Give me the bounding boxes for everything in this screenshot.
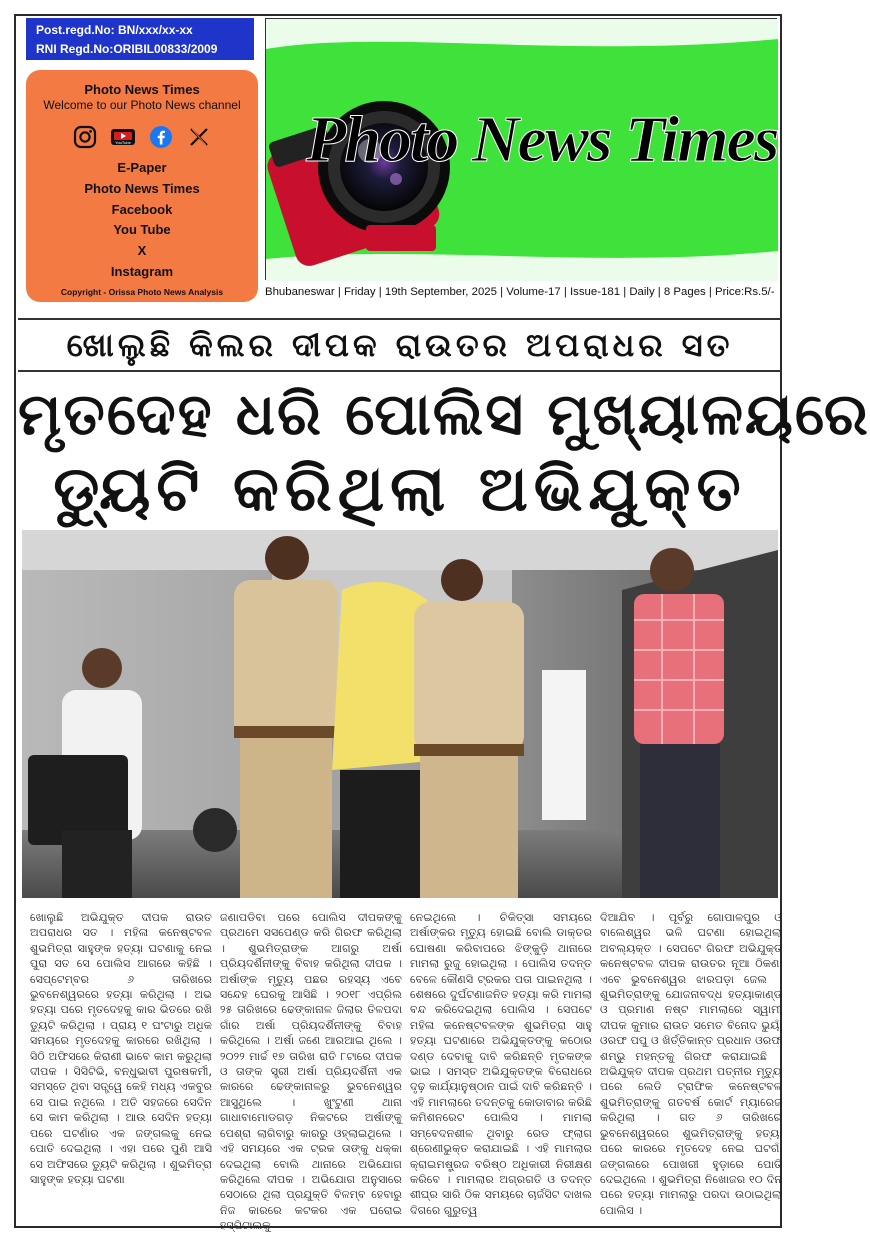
link-instagram[interactable]: Instagram	[110, 263, 174, 279]
masthead-title: Photo News Times	[306, 103, 778, 176]
social-icons	[26, 122, 258, 152]
x-icon[interactable]	[187, 125, 211, 149]
registration-box	[26, 18, 254, 60]
facebook-icon[interactable]	[149, 125, 173, 149]
link-x[interactable]: X	[137, 243, 147, 259]
kicker-headline: ଖୋଲୁଛି କିଲର ଦୀପକ ରାଉତର ଅପରାଧର ସତ	[66, 326, 734, 364]
article-column-4: ଦିଆଯିବ । ପୂର୍ବରୁ ଗୋପାଳପୁର ଓ ବାଲେଶ୍ୱର ଭଳି ଘଟଣା ହୋଇଥିଲା ଅବଲ୍ୟକ୍ତ । ସେପଟେ ଗିରଫ ଅଭିଯୁକ୍ତ କନେଷ୍ଟବଳ ଦୀପକ ରାଉତର ନୂଆ ଠିକଣା ଏବେ ଭୁବନେଶ୍ୱର ଝାରପଡ଼ା ଜେଲ । ଶୁଭମିତ୍ରାଙ୍କୁ ଯୋଜନାବଦ୍ଧ ହତ୍ୟାକାଣ୍ଡ ଓ ପ୍ରମାଣ ନଷ୍ଟ ମାମଲାରେ ସ୍ୱାମୀ ଦୀପକ କୁମାର ରାଉତ ସମେତ ବିନୋଦ ଭୁୟାଁ ଓରଫ ପପୁ ଓ ଖିର୍ତ୍ତିକାନ୍ତ ପ୍ରଧାନ ଓରଫ ଶମ୍ଭୁ ମହନ୍ତକୁ ଗିରଫ କରାଯାଇଛି । ଅଭିଯୁକ୍ତ ଦୀପକ ପ୍ରଥମ ପତ୍ନୀର ମୃତ୍ୟୁ ପରେ ଲେଡି ଟ୍ରାଫିକ କନେଷ୍ଟବଳ ଶୁଭମିତ୍ରାଙ୍କୁ ଗତବର୍ଷ କୋର୍ଟ ମ୍ୟାରେଜ କରିଥିଲା । ଗତ ୬ ତାରିଖରେ ଭୁବନେଶ୍ୱରରେ ଶୁଭମିତ୍ରାଙ୍କୁ ହତ୍ୟା ପରେ କାରରେ ମୃତଦେହ ନେଇ ଘଟଗାଁ ଜଙ୍ଗଲରେ ପୋଖରୀ ହୁଡ଼ାରେ ପୋତି ଦେଇଥିଲେ । ଶୁଭମିତ୍ରା ନିଖୋଜର ୧୦ ଦିନ ପରେ ହତ୍ୟା ମାମଲାରୁ ପରଦା ଉଠାଇଥିଲା ପୋଲିସ ।	[600, 911, 782, 1217]
instagram-icon[interactable]	[73, 125, 97, 149]
rni-regd-number: RNI Regd.No:ORIBIL00833/2009	[36, 42, 218, 56]
youtube-icon-label: YouTube	[115, 140, 131, 145]
channel-welcome: Welcome to our Photo News channel	[43, 98, 241, 112]
dateline: Bhubaneswar | Friday | 19th September, 2025 | Volume-17 | Issue-181 | Daily | 8 Pages | Price:Rs.5/-	[265, 286, 775, 298]
post-regd-number: Post.regd.No: BN/xxx/xx-xx	[36, 23, 193, 37]
article-column-1: ଖୋଲୁଛି ଅଭିଯୁକ୍ତ ଦୀପକ ରାଉତ ଅପରାଧର ସତ । ମହିଳା କନେଷ୍ଟବଳ ଶୁଭମିତ୍ରା ସାହୁଙ୍କ ହତ୍ୟା ଘଟଣାକୁ ନେଇ ପୁରା ସତ ସେ ପୋଲିସ ଆଗରେ କହିଛି । ସେପ୍ଟେମ୍ବର ୬ ତାରିଖରେ ଭୁବନେଶ୍ୱରରେ ହତ୍ୟା କରିଥିଲା । ଅଭ ହତ୍ୟା ପରେ ମୃତଦେହକୁ କାର ଭିତରେ ରଖି ଡ୍ୟୁଟି କରିଥିଲା । ପ୍ରାୟ ୧ ଘଂଟାରୁ ଅଧିକ ସମୟରେ ମୃତଦେହକୁ କାରରେ ରଖିଥିଲା । ସିଠି ଅଫିସରେ କିରାଣୀ ଭାବେ କାମ କରୁଥିଲା ଦୀପକ । ସିସିଟିଭି, ବନ୍ଧୁଭାବୀ ପୁରଷକର୍ମୀ, ସମସ୍ତେ ଥିବା ସତ୍ତ୍ୱେ କେହି ମଧ୍ୟ ଏକବୁର ସେ ପାଇ ନଥିଲେ । ଅତି ସହଜରେ ସେଦିନ ସେ କାମ କରିଥିଲା । ଆଉ ସେଦିନ ହତ୍ୟା ପରେ ଘଟଣାଁର ଏକ ଜଙ୍ଗଲକୁ ନେଇ ପୋତି ଦେଇଥିଲା । ଏହା ପରେ ପୁଣି ଆସି ସେ ଅଫିସରେ ଡ୍ୟୁଟି କରିଥିଲା । ଶୁଭମିତ୍ରା ସାହୁଙ୍କ ହତ୍ୟା ଘଟଣା	[30, 911, 212, 1186]
link-facebook[interactable]: Facebook	[111, 201, 173, 217]
link-epaper[interactable]: E-Paper	[117, 160, 167, 175]
channel-links	[26, 158, 258, 283]
channel-info-box	[26, 70, 258, 302]
article-column-3: ନେଇଥିଲେ । ଚିକିତ୍ସା ସମୟରେ ଅର୍ଷାଙ୍କର ମୃତ୍ୟୁ ହୋଇଛି ବୋଲି ଡାକ୍ତର ଘୋଷଣା କରିବାପରେ ଝିଙ୍କୁଡ଼ି ଥାନାରେ ମାମଲା ରୁଜୁ ହୋଇଥିଲା । ପୋଲିସ ତଦନ୍ତ ବେଳେ କୌଣସି ଟ୍ରକର ପତା ପାଇନଥିଲା । ଶେଷରେ ଦୁର୍ଘଟଣାଜନିତ ହତ୍ୟା କରି ମାମଲା ବନ୍ଦ କରିଦେଇଥିଲା ପୋଲିସ । ସେପଟେ ମହିଳା କନେଷ୍ଟବଳଙ୍କ ଶୁଭମିତ୍ରା ସାହୁ ହତ୍ୟା ଘଟଣାରେ ଅଭିଯୁକ୍ତଙ୍କୁ କଠୋର ଦଣ୍ଡ ଦେବାକୁ ଦାବି କରିଛନ୍ତି ମୃତକଙ୍କ ଭାଇ । ସମସ୍ତ ଅଭିଯୁକ୍ତଙ୍କ ବିରୋଧରେ ଦୃଢ଼ କାର୍ଯ୍ୟାନୁଷ୍ଠାନ ପାଇଁ ଦାବି କରିଛନ୍ତି । ଏହି ମାମଲାରେ ତଦନ୍ତକୁ କୋଡାବାର କରିଛି କମିଶନରେଟ ପୋଲିସ । ମାମଲା ସମ୍ବେଦନଶୀଳ ଥିବାରୁ ରେଡ ଫ୍ଲାଗ ଶ୍ରେଣୀଭୁକ୍ତ କରାଯାଇଛି । ଏହି ମାମଲାର କ୍ରାଇମଷ୍ଟ୍ରଜ ବରିଷ୍ଠ ଅଧିକାରୀ ନିରୀକ୍ଷଣ କରିବେ । ମାମଲାର ଅଗ୍ରଗତି ଓ ତଦନ୍ତ ଶୀଘ୍ର ସାରି ଠିକ ସମୟରେ ଚାର୍ଜସିଟ ଦାଖଲ ଦିଗରେ ଗୁରୁତ୍ୱ	[410, 911, 592, 1217]
headline-line-2: ଡ୍ୟୁଟି କରିଥିଲା ଅଭିଯୁକ୍ତ	[53, 452, 747, 525]
link-photo-news-times[interactable]: Photo News Times	[84, 180, 200, 196]
divider-top	[18, 318, 782, 320]
link-youtube[interactable]: You Tube	[113, 222, 171, 238]
copyright-text: Copyright - Orissa Photo News Analysis	[60, 286, 224, 297]
youtube-icon[interactable]	[111, 125, 135, 149]
divider-bottom	[18, 370, 782, 372]
news-photo-art	[22, 530, 778, 898]
masthead-art	[266, 19, 778, 281]
article-body	[30, 910, 782, 1233]
headline-line-1: ମୃତଦେହ ଧରି ପୋଲିସ ମୁଖ୍ୟାଳୟରେ	[18, 380, 870, 448]
channel-title: Photo News Times	[84, 82, 200, 97]
masthead	[265, 18, 777, 280]
article-column-2: ଜଣାପଡିବା ପରେ ପୋଲିସ ଦୀପକଙ୍କୁ ପ୍ରଥମେ ସସପେଣ୍ଡ କରି ଗିରଫ କରିଥିଲା । ଶୁଭମିତ୍ରାଙ୍କ ଆଗରୁ ଅର୍ଷା ପ୍ରିୟଦର୍ଶିନୀଙ୍କୁ ବିବାହ କରିଥିଲା ଦୀପକ । ଅର୍ଷାଙ୍କ ମୃତ୍ୟୁ ପଛର ରହସ୍ୟ ଏବେ ସନ୍ଦେହ ଘେରକୁ ଆସିଛି । ୨୦୧୮ ଏପ୍ରିଲ ୨୫ ତାରିଖରେ ଢେଙ୍କାନାଳ ଜିଲାର ତିଳପଦା ଗାଁର ଅର୍ଷା ପ୍ରିୟଦର୍ଶିନୀଙ୍କୁ ବିବାହ କରିଥିଲେ । ଅର୍ଷା ଜଣେ ଆରଆଇ ଥିଲେ । ୨୦୨୨ ମାର୍ଚ୍ଚ ୧୭ ତାରିଖ ରାତି ୮ଟାରେ ଦୀପକ ଓ ତାଙ୍କ ସ୍ତ୍ରୀ ଅର୍ଷା ପ୍ରିୟଦର୍ଶିନୀ ଏକ କାରରେ ଢେଙ୍କାନାଳରୁ ଭୁବନେଶ୍ୱର ଆସୁଥିଲେ । ଖୁଂଟୁଣୀ ଥାନା ଗାଧାବାମୋଡଗଡ଼ ନିକଟରେ ଅର୍ଷାଙ୍କୁ ପେଶ୍ରା ଲାଗିବାରୁ କାରରୁ ଓହ୍ଲାଇଥିଲେ । ଏହି ସମୟରେ ଏକ ଟ୍ରକ ତାଙ୍କୁ ଧକ୍କା ଦେଇଥିଲା ବୋଲି ଥାନାରେ ଅଭିଯୋଗ କରିଥିଲେ ଦୀପକ । ଅଭିଯୋଗ ଅନୁସାରେ ସେଠାରେ ଥିଲା ପ୍ରଯୁକ୍ତି ବିଳମ୍ବ ହେବାରୁ ନିଜ କାରରେ କଟକର ଏକ ଘରୋଇ ହସ୍ପିଟାଲକୁ	[220, 911, 402, 1233]
news-photo	[22, 530, 778, 898]
